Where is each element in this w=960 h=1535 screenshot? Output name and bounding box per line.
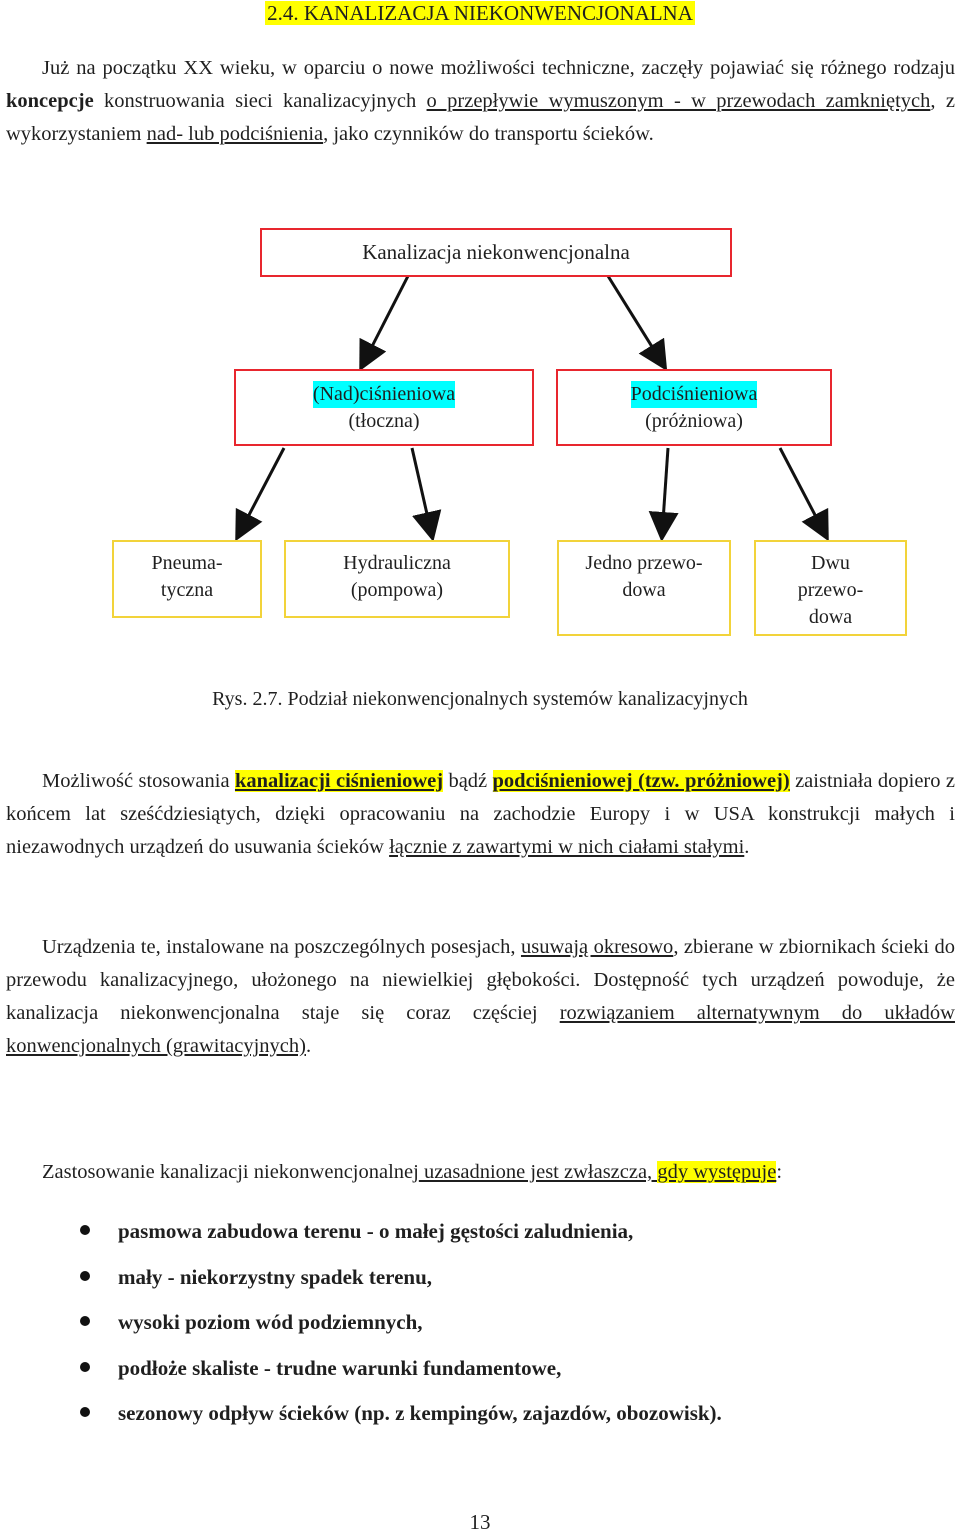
diagram-leaf-pneumatic: Pneuma- tyczna bbox=[112, 540, 262, 618]
arrow-left-leaf2 bbox=[412, 448, 432, 536]
intro-paragraph: Już na początku XX wieku, w oparciu o nowe możliwości techniczne, zaczęły pojawiać się różnego rodzaju koncepcje konstruowania sieci kanalizacyjnych o przepływie wymuszonym - w przewodach zamkniętych, z wykorzystaniem nad- lub podciśnienia, jako czynników do transportu ścieków. bbox=[6, 57, 955, 145]
bullet-dot-icon bbox=[80, 1407, 90, 1417]
bullet-dot-icon bbox=[80, 1316, 90, 1326]
list-item: pasmowa zabudowa terenu - o małej gęstości zaludnienia, bbox=[80, 1215, 722, 1261]
paragraph-devices: Urządzenia te, instalowane na poszczególnych posesjach, usuwają okresowo, zbierane w zbiornikach ścieki do przewodu kanalizacyjnego, ułożonego na niewielkiej głębokości. Dostępność tych urządzeń powoduje, że kanalizacja niekonwencjonalna staje się coraz częściej rozwiązaniem alternatywnym do układów konwencjonalnych (grawitacyjnych). bbox=[6, 936, 955, 1057]
bold-concepts: koncepcje bbox=[6, 90, 94, 112]
arrow-right-leaf3 bbox=[662, 448, 668, 536]
list-item: sezonowy odpływ ścieków (np. z kempingów, zajazdów, obozowisk). bbox=[80, 1397, 722, 1443]
diagram-root-box: Kanalizacja niekonwencjonalna bbox=[260, 228, 732, 277]
diagram-leaf-double-pipe: Dwu przewo- dowa bbox=[754, 540, 907, 636]
arrow-root-left bbox=[362, 276, 408, 366]
list-item: podłoże skaliste - trudne warunki fundamentowe, bbox=[80, 1352, 722, 1398]
diagram-vacuum-box: Podciśnieniowa (próżniowa) bbox=[556, 369, 832, 446]
arrow-left-leaf1 bbox=[238, 448, 284, 536]
diagram-leaf-hydraulic: Hydrauliczna (pompowa) bbox=[284, 540, 510, 618]
paragraph-pressure-possibility: Możliwość stosowania kanalizacji ciśnieniowej bądź podciśnieniowej (tzw. próżniowej) zaistniała dopiero z końcem lat sześćdziesiątych, dzięki opracowaniu na zachodzie Europy i w USA konstrukcji małych i niezawodnych urządzeń do usuwania ścieków łącznie z zawartymi w nich ciałami stałymi. bbox=[6, 770, 955, 858]
conditions-list bbox=[80, 1215, 722, 1443]
figure-caption: Rys. 2.7. Podział niekonwencjonalnych systemów kanalizacyjnych bbox=[212, 688, 748, 710]
page-number: 13 bbox=[469, 1510, 491, 1534]
bullet-dot-icon bbox=[80, 1271, 90, 1281]
link-pressure: nad- lub podciśnienia bbox=[146, 123, 324, 145]
list-item: wysoki poziom wód podziemnych, bbox=[80, 1306, 722, 1352]
arrow-root-right bbox=[608, 276, 664, 366]
link-forced-flow: o przepływie wymuszonym - w przewodach zamkniętych bbox=[426, 90, 931, 112]
bullet-dot-icon bbox=[80, 1225, 90, 1235]
arrow-right-leaf4 bbox=[780, 448, 826, 536]
list-item: mały - niekorzystny spadek terenu, bbox=[80, 1261, 722, 1307]
paragraph-application: Zastosowanie kanalizacji niekonwencjonalnej uzasadnione jest zwłaszcza, gdy występuje: bbox=[42, 1161, 783, 1183]
diagram-leaf-single-pipe: Jedno przewo- dowa bbox=[557, 540, 731, 636]
section-heading: 2.4. KANALIZACJA NIEKONWENCJONALNA bbox=[267, 1, 693, 25]
bullet-dot-icon bbox=[80, 1362, 90, 1372]
diagram-pressure-box: (Nad)ciśnieniowa (tłoczna) bbox=[234, 369, 534, 446]
